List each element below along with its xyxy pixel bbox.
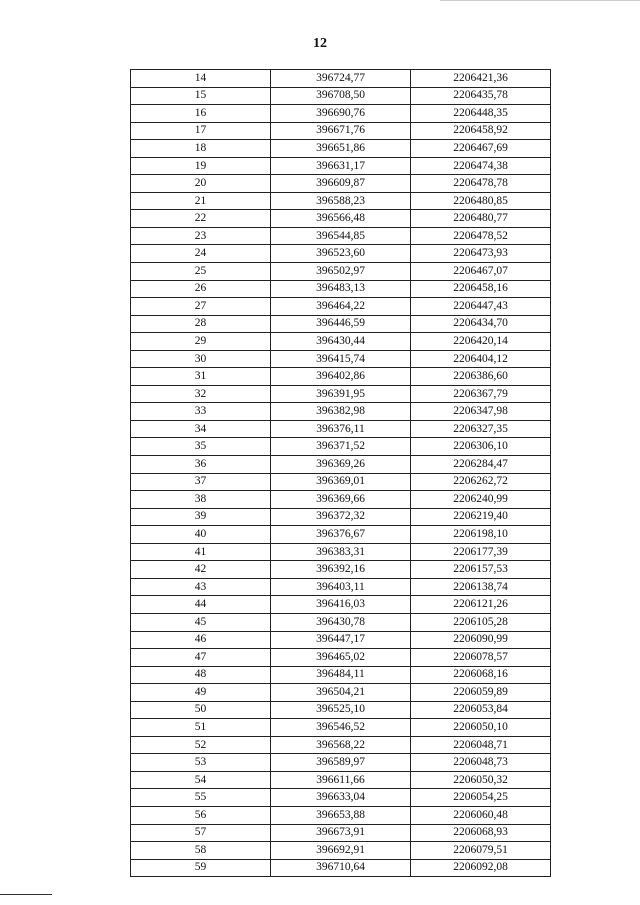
point-number-cell: 41 xyxy=(131,543,271,561)
y-coordinate-cell: 2206435,78 xyxy=(411,87,551,105)
table-row xyxy=(131,280,551,298)
coordinates-table-body xyxy=(131,70,551,877)
y-coordinate-cell: 2206079,51 xyxy=(411,842,551,860)
table-row xyxy=(131,70,551,88)
y-coordinate-cell: 2206367,79 xyxy=(411,385,551,403)
point-number-cell: 44 xyxy=(131,596,271,614)
point-number-cell: 40 xyxy=(131,526,271,544)
table-row xyxy=(131,719,551,737)
table-row xyxy=(131,122,551,140)
y-coordinate-cell: 2206050,10 xyxy=(411,719,551,737)
page-number: 12 xyxy=(313,36,327,51)
point-number-cell: 22 xyxy=(131,210,271,228)
point-number-cell: 26 xyxy=(131,280,271,298)
y-coordinate-cell: 2206434,70 xyxy=(411,315,551,333)
y-coordinate-cell: 2206284,47 xyxy=(411,456,551,474)
y-coordinate-cell: 2206068,16 xyxy=(411,666,551,684)
table-row xyxy=(131,420,551,438)
point-number-cell: 57 xyxy=(131,824,271,842)
point-number-cell: 17 xyxy=(131,122,271,140)
x-coordinate-cell: 396369,01 xyxy=(271,473,411,491)
y-coordinate-cell: 2206473,93 xyxy=(411,245,551,263)
point-number-cell: 32 xyxy=(131,385,271,403)
point-number-cell: 39 xyxy=(131,508,271,526)
table-row xyxy=(131,157,551,175)
point-number-cell: 51 xyxy=(131,719,271,737)
x-coordinate-cell: 396391,95 xyxy=(271,385,411,403)
x-coordinate-cell: 396708,50 xyxy=(271,87,411,105)
x-coordinate-cell: 396372,32 xyxy=(271,508,411,526)
x-coordinate-cell: 396502,97 xyxy=(271,263,411,281)
table-row xyxy=(131,333,551,351)
table-row xyxy=(131,385,551,403)
point-number-cell: 21 xyxy=(131,192,271,210)
y-coordinate-cell: 2206090,99 xyxy=(411,631,551,649)
table-row xyxy=(131,736,551,754)
x-coordinate-cell: 396566,48 xyxy=(271,210,411,228)
y-coordinate-cell: 2206121,26 xyxy=(411,596,551,614)
point-number-cell: 27 xyxy=(131,298,271,316)
x-coordinate-cell: 396589,97 xyxy=(271,754,411,772)
table-row xyxy=(131,368,551,386)
table-row xyxy=(131,684,551,702)
y-coordinate-cell: 2206240,99 xyxy=(411,491,551,509)
x-coordinate-cell: 396651,86 xyxy=(271,140,411,158)
x-coordinate-cell: 396369,26 xyxy=(271,456,411,474)
table-row xyxy=(131,403,551,421)
point-number-cell: 28 xyxy=(131,315,271,333)
y-coordinate-cell: 2206262,72 xyxy=(411,473,551,491)
y-coordinate-cell: 2206467,07 xyxy=(411,263,551,281)
coordinates-table xyxy=(130,69,551,877)
point-number-cell: 30 xyxy=(131,350,271,368)
x-coordinate-cell: 396568,22 xyxy=(271,736,411,754)
point-number-cell: 48 xyxy=(131,666,271,684)
x-coordinate-cell: 396415,74 xyxy=(271,350,411,368)
x-coordinate-cell: 396382,98 xyxy=(271,403,411,421)
table-row xyxy=(131,508,551,526)
x-coordinate-cell: 396588,23 xyxy=(271,192,411,210)
y-coordinate-cell: 2206138,74 xyxy=(411,578,551,596)
x-coordinate-cell: 396525,10 xyxy=(271,701,411,719)
point-number-cell: 18 xyxy=(131,140,271,158)
x-coordinate-cell: 396504,21 xyxy=(271,684,411,702)
y-coordinate-cell: 2206480,85 xyxy=(411,192,551,210)
y-coordinate-cell: 2206467,69 xyxy=(411,140,551,158)
x-coordinate-cell: 396690,76 xyxy=(271,105,411,123)
table-row xyxy=(131,227,551,245)
table-row xyxy=(131,105,551,123)
x-coordinate-cell: 396446,59 xyxy=(271,315,411,333)
x-coordinate-cell: 396671,76 xyxy=(271,122,411,140)
table-row xyxy=(131,456,551,474)
y-coordinate-cell: 2206404,12 xyxy=(411,350,551,368)
x-coordinate-cell: 396631,17 xyxy=(271,157,411,175)
point-number-cell: 34 xyxy=(131,420,271,438)
point-number-cell: 42 xyxy=(131,561,271,579)
y-coordinate-cell: 2206306,10 xyxy=(411,438,551,456)
y-coordinate-cell: 2206421,36 xyxy=(411,70,551,88)
point-number-cell: 56 xyxy=(131,806,271,824)
table-row xyxy=(131,824,551,842)
table-row xyxy=(131,473,551,491)
table-row xyxy=(131,87,551,105)
x-coordinate-cell: 396609,87 xyxy=(271,175,411,193)
point-number-cell: 16 xyxy=(131,105,271,123)
point-number-cell: 50 xyxy=(131,701,271,719)
x-coordinate-cell: 396403,11 xyxy=(271,578,411,596)
point-number-cell: 59 xyxy=(131,859,271,877)
x-coordinate-cell: 396673,91 xyxy=(271,824,411,842)
y-coordinate-cell: 2206327,35 xyxy=(411,420,551,438)
footer-rule xyxy=(0,894,52,895)
scan-edge-line xyxy=(440,0,640,1)
x-coordinate-cell: 396416,03 xyxy=(271,596,411,614)
table-row xyxy=(131,245,551,263)
table-row xyxy=(131,631,551,649)
table-row xyxy=(131,543,551,561)
table-row xyxy=(131,578,551,596)
y-coordinate-cell: 2206420,14 xyxy=(411,333,551,351)
point-number-cell: 19 xyxy=(131,157,271,175)
y-coordinate-cell: 2206219,40 xyxy=(411,508,551,526)
point-number-cell: 53 xyxy=(131,754,271,772)
point-number-cell: 33 xyxy=(131,403,271,421)
y-coordinate-cell: 2206105,28 xyxy=(411,613,551,631)
point-number-cell: 54 xyxy=(131,771,271,789)
x-coordinate-cell: 396402,86 xyxy=(271,368,411,386)
y-coordinate-cell: 2206386,60 xyxy=(411,368,551,386)
y-coordinate-cell: 2206157,53 xyxy=(411,561,551,579)
point-number-cell: 15 xyxy=(131,87,271,105)
table-row xyxy=(131,263,551,281)
y-coordinate-cell: 2206068,93 xyxy=(411,824,551,842)
table-row xyxy=(131,613,551,631)
y-coordinate-cell: 2206458,92 xyxy=(411,122,551,140)
table-row xyxy=(131,806,551,824)
x-coordinate-cell: 396483,13 xyxy=(271,280,411,298)
y-coordinate-cell: 2206060,48 xyxy=(411,806,551,824)
point-number-cell: 36 xyxy=(131,456,271,474)
x-coordinate-cell: 396392,16 xyxy=(271,561,411,579)
x-coordinate-cell: 396523,60 xyxy=(271,245,411,263)
y-coordinate-cell: 2206480,77 xyxy=(411,210,551,228)
x-coordinate-cell: 396724,77 xyxy=(271,70,411,88)
table-row xyxy=(131,175,551,193)
x-coordinate-cell: 396371,52 xyxy=(271,438,411,456)
table-row xyxy=(131,491,551,509)
point-number-cell: 46 xyxy=(131,631,271,649)
point-number-cell: 14 xyxy=(131,70,271,88)
point-number-cell: 49 xyxy=(131,684,271,702)
x-coordinate-cell: 396653,88 xyxy=(271,806,411,824)
x-coordinate-cell: 396465,02 xyxy=(271,649,411,667)
x-coordinate-cell: 396369,66 xyxy=(271,491,411,509)
y-coordinate-cell: 2206054,25 xyxy=(411,789,551,807)
table-row xyxy=(131,859,551,877)
y-coordinate-cell: 2206048,73 xyxy=(411,754,551,772)
point-number-cell: 38 xyxy=(131,491,271,509)
point-number-cell: 43 xyxy=(131,578,271,596)
y-coordinate-cell: 2206198,10 xyxy=(411,526,551,544)
x-coordinate-cell: 396484,11 xyxy=(271,666,411,684)
y-coordinate-cell: 2206478,52 xyxy=(411,227,551,245)
point-number-cell: 25 xyxy=(131,263,271,281)
table-row xyxy=(131,350,551,368)
table-row xyxy=(131,192,551,210)
table-row xyxy=(131,210,551,228)
y-coordinate-cell: 2206474,38 xyxy=(411,157,551,175)
y-coordinate-cell: 2206059,89 xyxy=(411,684,551,702)
table-row xyxy=(131,789,551,807)
table-row xyxy=(131,701,551,719)
table-row xyxy=(131,526,551,544)
table-row xyxy=(131,298,551,316)
point-number-cell: 24 xyxy=(131,245,271,263)
table-row xyxy=(131,561,551,579)
x-coordinate-cell: 396546,52 xyxy=(271,719,411,737)
y-coordinate-cell: 2206347,98 xyxy=(411,403,551,421)
table-row xyxy=(131,596,551,614)
point-number-cell: 58 xyxy=(131,842,271,860)
table-row xyxy=(131,771,551,789)
y-coordinate-cell: 2206448,35 xyxy=(411,105,551,123)
x-coordinate-cell: 396430,44 xyxy=(271,333,411,351)
y-coordinate-cell: 2206092,08 xyxy=(411,859,551,877)
x-coordinate-cell: 396464,22 xyxy=(271,298,411,316)
x-coordinate-cell: 396544,85 xyxy=(271,227,411,245)
point-number-cell: 20 xyxy=(131,175,271,193)
x-coordinate-cell: 396383,31 xyxy=(271,543,411,561)
y-coordinate-cell: 2206048,71 xyxy=(411,736,551,754)
table-row xyxy=(131,140,551,158)
x-coordinate-cell: 396376,11 xyxy=(271,420,411,438)
table-row xyxy=(131,842,551,860)
y-coordinate-cell: 2206447,43 xyxy=(411,298,551,316)
point-number-cell: 45 xyxy=(131,613,271,631)
table-row xyxy=(131,649,551,667)
x-coordinate-cell: 396611,66 xyxy=(271,771,411,789)
x-coordinate-cell: 396633,04 xyxy=(271,789,411,807)
point-number-cell: 29 xyxy=(131,333,271,351)
point-number-cell: 55 xyxy=(131,789,271,807)
table-row xyxy=(131,754,551,772)
table-row xyxy=(131,438,551,456)
x-coordinate-cell: 396447,17 xyxy=(271,631,411,649)
table-row xyxy=(131,315,551,333)
point-number-cell: 35 xyxy=(131,438,271,456)
point-number-cell: 23 xyxy=(131,227,271,245)
point-number-cell: 52 xyxy=(131,736,271,754)
y-coordinate-cell: 2206050,32 xyxy=(411,771,551,789)
table-row xyxy=(131,666,551,684)
point-number-cell: 31 xyxy=(131,368,271,386)
y-coordinate-cell: 2206458,16 xyxy=(411,280,551,298)
point-number-cell: 47 xyxy=(131,649,271,667)
y-coordinate-cell: 2206478,78 xyxy=(411,175,551,193)
x-coordinate-cell: 396376,67 xyxy=(271,526,411,544)
point-number-cell: 37 xyxy=(131,473,271,491)
x-coordinate-cell: 396710,64 xyxy=(271,859,411,877)
x-coordinate-cell: 396430,78 xyxy=(271,613,411,631)
x-coordinate-cell: 396692,91 xyxy=(271,842,411,860)
y-coordinate-cell: 2206078,57 xyxy=(411,649,551,667)
y-coordinate-cell: 2206053,84 xyxy=(411,701,551,719)
y-coordinate-cell: 2206177,39 xyxy=(411,543,551,561)
